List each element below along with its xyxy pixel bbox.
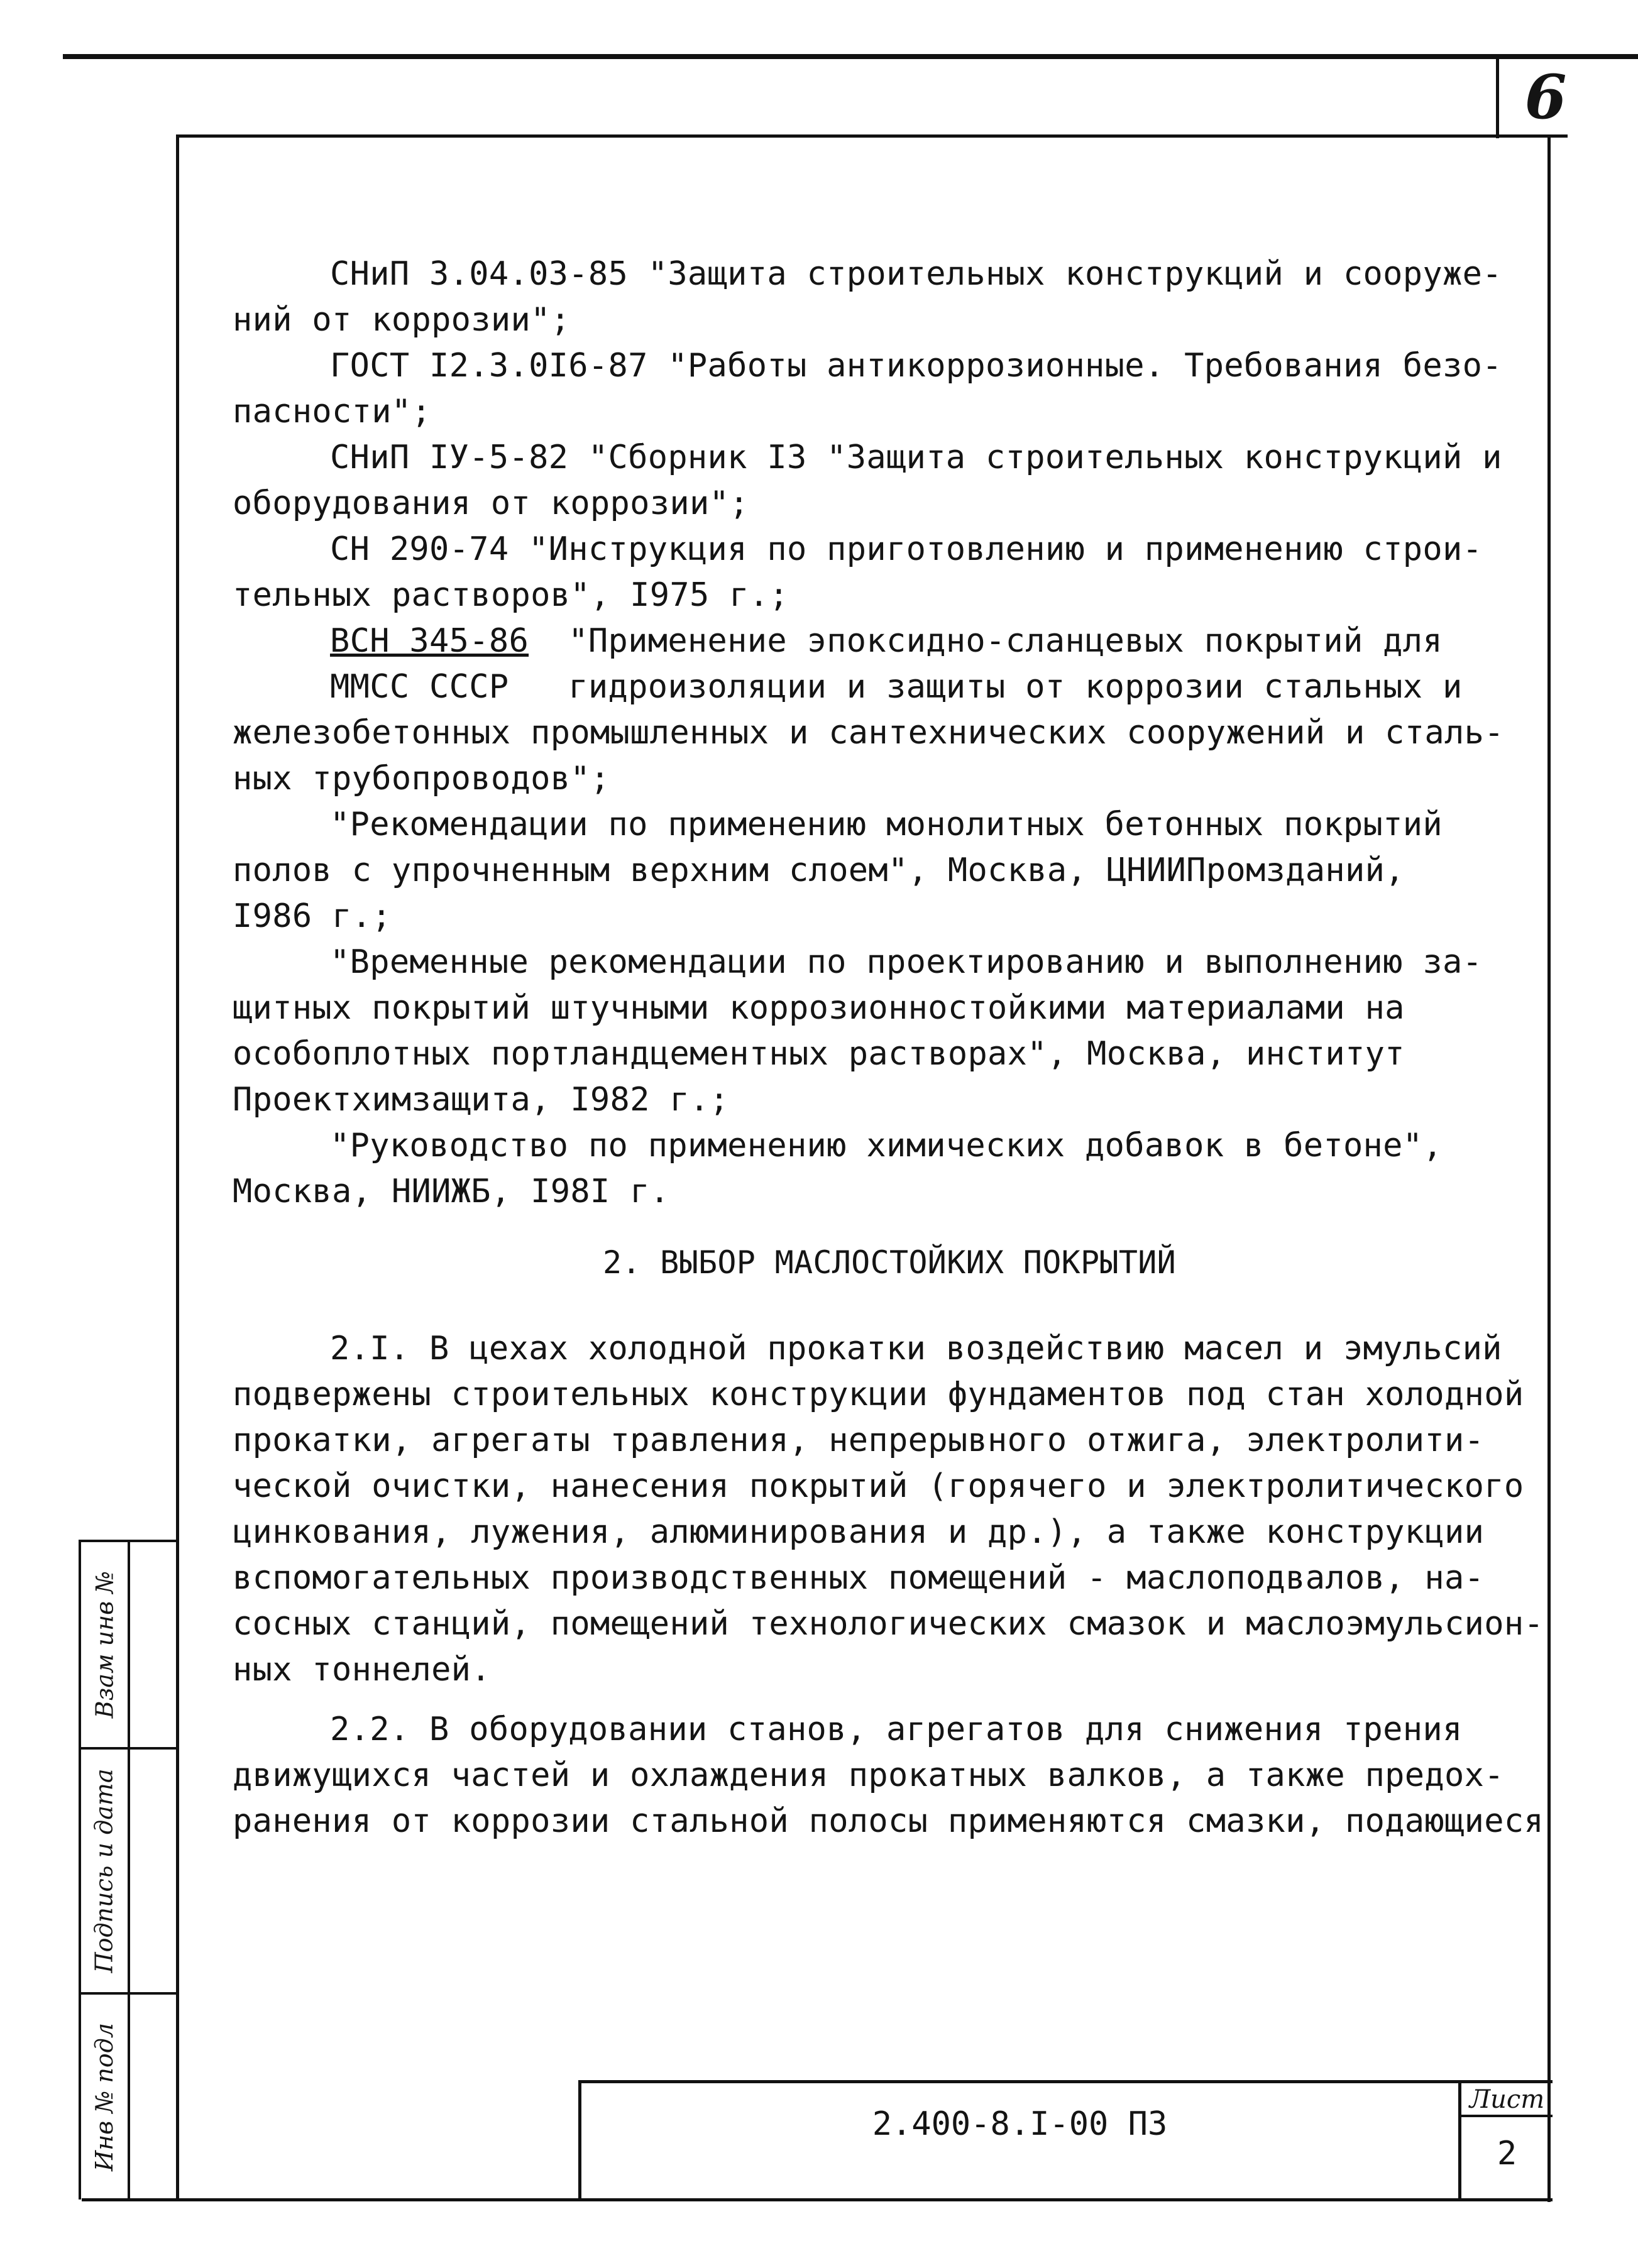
- vsn-ministry: ММСС СССР: [330, 668, 509, 706]
- page-number: 6: [1524, 62, 1567, 133]
- top-border-line: [63, 54, 1638, 59]
- ref-recs-temp-line-2: щитных покрытий штучными коррозионностойкими материалами на: [233, 989, 1405, 1027]
- ref-recs-temp-line-1: "Временные рекомендации по проектированию и выполнению за-: [330, 943, 1483, 981]
- frame-right-border: [1547, 134, 1551, 2202]
- ref-vsn-line-4: ных трубопроводов";: [233, 760, 610, 797]
- stamp-left-border: [79, 1540, 81, 2200]
- para-2-2-line-3: ранения от коррозии стальной полосы применяются смазки, подающиеся: [233, 1802, 1544, 1840]
- vsn-code: ВСН 345-86: [330, 622, 529, 660]
- para-2-1-line-4: ческой очистки, нанесения покрытий (горячего и электролитического: [233, 1467, 1524, 1505]
- ref-gost-line-2: пасности";: [233, 393, 432, 430]
- document-body: [233, 251, 1544, 1844]
- title-block-sheet-divider: [1458, 2080, 1461, 2200]
- ref-snip-corrosion-line-2: ний от коррозии";: [233, 301, 571, 339]
- ref-guide-line-2: Москва, НИИЖБ, I98I г.: [233, 1173, 670, 1210]
- ref-recs-floors-line-2: полов с упрочненным верхним слоем", Москва, ЦНИИПромзданий,: [233, 852, 1405, 889]
- stamp-cell-sign-date: [82, 1750, 126, 1992]
- frame-bottom-border: [82, 2198, 1553, 2201]
- title-block-top-border: [578, 2080, 1553, 2083]
- title-block-sheet-hline: [1458, 2115, 1553, 2117]
- ref-vsn-line-3: железобетонных промышленных и сантехнических сооружений и сталь-: [233, 714, 1504, 752]
- sheet-number: 2: [1497, 2135, 1517, 2172]
- ref-guide-line-1: "Руководство по применению химических добавок в бетоне",: [330, 1127, 1443, 1164]
- ref-snip-collection-line-2: оборудования от коррозии";: [233, 485, 749, 522]
- ref-gost-line-1: ГОСТ I2.3.0I6-87 "Работы антикоррозионные. Требования безо-: [330, 347, 1502, 385]
- ref-snip-collection-line-1: СНиП IУ-5-82 "Сборник I3 "Защита строительных конструкций и: [330, 439, 1502, 476]
- para-2-1-line-2: подвержены строительных конструкции фундаментов под стан холодной: [233, 1376, 1524, 1413]
- section-heading: 2. ВЫБОР МАСЛОСТОЙКИХ ПОКРЫТИЙ: [602, 1244, 1177, 1281]
- stamp-cell-replace-inv: [82, 1542, 126, 1747]
- ref-sn-mortars-line-1: СН 290-74 "Инструкция по приготовлению и применению строи-: [330, 530, 1483, 568]
- para-2-1-line-7: сосных станций, помещений технологических смазок и маслоэмульсион-: [233, 1605, 1544, 1643]
- vsn-title-part-2: гидроизоляции и защиты от коррозии стальных и: [568, 668, 1463, 706]
- para-2-2-line-1: 2.2. В оборудовании станов, агрегатов для снижения трения: [330, 1711, 1463, 1748]
- vsn-title-part-1: "Применение эпоксидно-сланцевых покрытий для: [568, 622, 1443, 660]
- para-2-2-line-2: движущихся частей и охлаждения прокатных валков, а также предох-: [233, 1756, 1504, 1794]
- left-stamp-column: [79, 1540, 173, 2200]
- para-2-1-line-6: вспомогательных производственных помещений - маслоподвалов, на-: [233, 1559, 1485, 1597]
- frame-top-border: [179, 134, 1568, 138]
- section-heading-wrap: [233, 1240, 1509, 1286]
- sheet-label: Лист: [1469, 2085, 1545, 2114]
- ref-recs-temp-line-4: Проектхимзащита, I982 г.;: [233, 1081, 730, 1119]
- paragraph-gap: [233, 1693, 1509, 1707]
- document-code: 2.400-8.I-00 ПЗ: [872, 2105, 1168, 2143]
- stamp-inv-no-label: Инв № подл: [91, 2022, 119, 2172]
- ref-recs-temp-line-3: особоплотных портландцементных растворах", Москва, институт: [233, 1035, 1405, 1073]
- frame-left-border: [176, 134, 179, 2201]
- ref-sn-mortars-line-2: тельных растворов", I975 г.;: [233, 576, 789, 614]
- page-number-box-divider: [1496, 57, 1499, 138]
- ref-recs-floors-line-3: I986 г.;: [233, 897, 392, 935]
- ref-snip-corrosion-line-1: СНиП 3.04.03-85 "Защита строительных конструкций и сооруже-: [330, 255, 1502, 293]
- stamp-middle-border: [128, 1540, 130, 2200]
- para-2-1-line-1: 2.I. В цехах холодной прокатки воздействию масел и эмульсий: [330, 1330, 1502, 1367]
- para-2-1-line-5: цинкования, лужения, алюминирования и др.), а также конструкции: [233, 1513, 1485, 1551]
- ref-vsn-line-2: [233, 664, 1509, 710]
- ref-recs-floors-line-1: "Рекомендации по применению монолитных бетонных покрытий: [330, 806, 1443, 843]
- stamp-cell-inv-no: [82, 1995, 126, 2200]
- stamp-replace-inv-label: Взам инв №: [91, 1570, 118, 1719]
- para-2-1-line-3: прокатки, агрегаты травления, непрерывного отжига, электролити-: [233, 1422, 1485, 1459]
- stamp-sign-date-label: Подпись и дата: [91, 1768, 119, 1973]
- para-2-1-line-8: ных тоннелей.: [233, 1651, 491, 1689]
- ref-vsn-line-1: [233, 618, 1509, 664]
